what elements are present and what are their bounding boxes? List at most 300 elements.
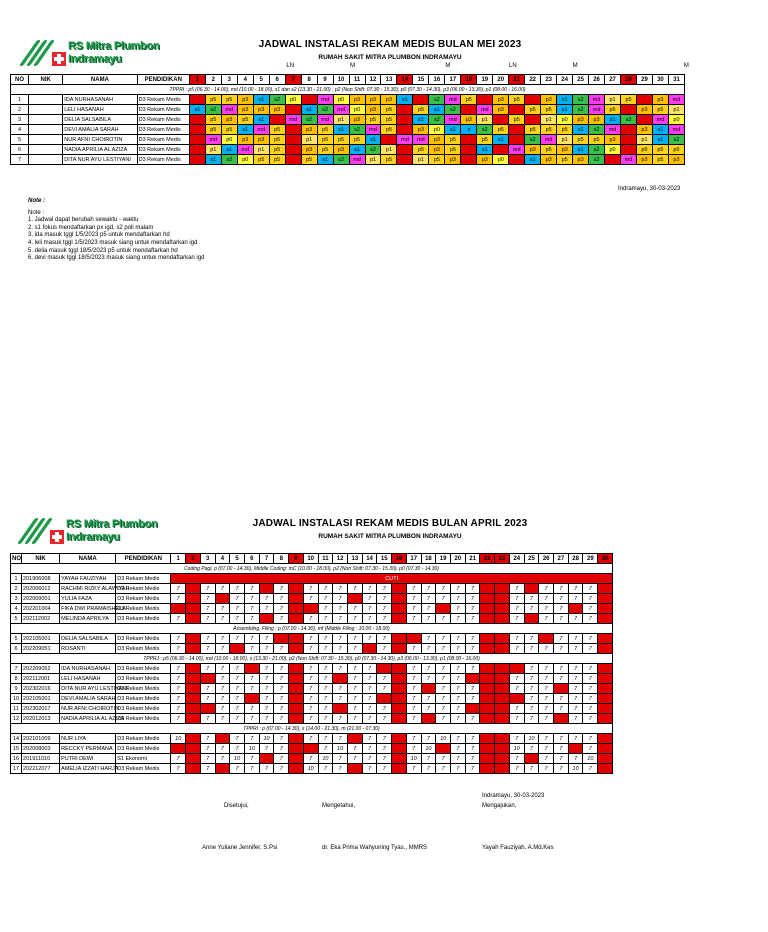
day-header: 22 [525, 75, 541, 85]
schedule-cell: 7 [200, 634, 215, 644]
schedule-cell: 7 [583, 714, 598, 724]
shift-cell: p3 [461, 115, 477, 125]
schedule-cell: 7 [215, 604, 230, 614]
schedule-cell: 7 [509, 614, 524, 624]
shift-cell: p3 [445, 155, 461, 165]
schedule-cell: 7 [171, 634, 186, 644]
schedule-cell [495, 644, 510, 654]
schedule-cell [186, 644, 201, 654]
schedule-cell [333, 674, 348, 684]
row-nik: 202302017 [22, 704, 60, 714]
row-nik: 202112001 [22, 674, 60, 684]
schedule-cell: 7 [524, 664, 539, 674]
schedule-cell [436, 604, 451, 614]
day-header: 10 [333, 75, 349, 85]
shift-cell [509, 125, 525, 135]
note-line: 1. Jadwal dapat berubah sewaktu - waktu [28, 217, 139, 224]
schedule-cell [289, 604, 304, 614]
schedule-cell [598, 634, 613, 644]
schedule-cell [186, 594, 201, 604]
row-no: 6 [11, 145, 29, 155]
notes-heading: Note : [28, 198, 45, 204]
schedule-cell: 7 [583, 674, 598, 684]
schedule-cell: 7 [539, 674, 554, 684]
schedule-cell: 7 [583, 644, 598, 654]
note-line: 3. ida masuk tggl 1/5/2023 p5 untuk mendaftarkan hd [28, 232, 170, 239]
schedule-cell: 7 [583, 744, 598, 754]
schedule-cell: 7 [347, 674, 362, 684]
schedule-cell: 7 [568, 674, 583, 684]
shift-cell: p5 [509, 95, 525, 105]
shift-cell: s1 [253, 95, 269, 105]
shift-cell: p3 [381, 95, 397, 105]
shift-cell: s1 [429, 105, 445, 115]
schedule-cell: 7 [347, 744, 362, 754]
schedule-cell: 7 [215, 754, 230, 764]
day-header: 12 [365, 75, 381, 85]
row-nik: 202008003 [22, 744, 60, 754]
schedule-cell [480, 604, 495, 614]
schedule-cell: 7 [215, 664, 230, 674]
shift-cell: p0 [237, 155, 253, 165]
shift-cell: s1 [397, 95, 413, 105]
schedule-cell [186, 744, 201, 754]
schedule-cell: 7 [318, 744, 333, 754]
hospital-logo-icon [20, 516, 66, 546]
schedule-cell [480, 684, 495, 694]
sign-role-approved: Disetujui, [224, 803, 249, 809]
shift-cell: p5 [652, 145, 668, 155]
schedule-cell: 10 [244, 744, 259, 754]
row-pendidikan: D3 Rekam Medis [116, 664, 171, 674]
table-row [11, 754, 613, 764]
schedule-cell [186, 664, 201, 674]
schedule-cell: 7 [568, 754, 583, 764]
shift-cell: p3 [237, 95, 253, 105]
row-pendidikan: D3 Rekam Medis [137, 135, 189, 145]
shift-cell [397, 115, 413, 125]
row-pendidikan: D3 Rekam Medis [137, 115, 189, 125]
schedule-cell: 7 [303, 584, 318, 594]
schedule-cell [480, 674, 495, 684]
schedule-cell: 7 [539, 754, 554, 764]
schedule-cell: 7 [568, 594, 583, 604]
shift-cell: md [589, 95, 605, 105]
shift-cell: p3 [557, 145, 573, 155]
day-header: 1 [189, 75, 205, 85]
shift-cell [493, 145, 509, 155]
schedule-cell [333, 704, 348, 714]
table-row [11, 614, 613, 624]
schedule-cell [539, 634, 554, 644]
note-line: 6. devi masuk tggl 18/5/2023 masuk siang untuk mendaftarkan igd [28, 255, 205, 262]
schedule-cell [480, 754, 495, 764]
schedule-cell [598, 664, 613, 674]
shift-cell: s2 [221, 155, 237, 165]
schedule-cell: 7 [568, 644, 583, 654]
schedule-cell: 7 [436, 614, 451, 624]
schedule-cell [480, 584, 495, 594]
schedule-cell: 7 [274, 714, 289, 724]
shift-cell: p5 [668, 145, 684, 155]
schedule-cell: 7 [318, 684, 333, 694]
schedule-cell: 7 [303, 684, 318, 694]
schedule-cell: 7 [524, 644, 539, 654]
shift-cell: p3 [605, 135, 621, 145]
schedule-cell: 7 [318, 674, 333, 684]
schedule-cell [244, 694, 259, 704]
schedule-cell: 7 [200, 684, 215, 694]
schedule-cell: 7 [377, 684, 392, 694]
schedule-cell: 7 [451, 734, 466, 744]
schedule-cell: 7 [465, 594, 480, 604]
schedule-cell: 7 [362, 744, 377, 754]
col-no: NO [11, 75, 29, 85]
shift-cell: p5 [541, 145, 557, 155]
schedule-cell: 7 [554, 614, 569, 624]
schedule-cell: 7 [451, 594, 466, 604]
row-nama: LELI HASANAH [63, 105, 137, 115]
schedule-cell [524, 614, 539, 624]
shift-cell: p5 [205, 95, 221, 105]
row-nik: 202012013 [22, 714, 60, 724]
shift-cell: p3 [269, 105, 285, 115]
shift-cell: p1 [413, 155, 429, 165]
shift-cell: s2 [429, 95, 445, 105]
schedule-cell: 7 [274, 584, 289, 594]
schedule-cell: 7 [303, 734, 318, 744]
shift-cell [397, 125, 413, 135]
schedule-cell: 7 [215, 634, 230, 644]
april-schedule-table [10, 553, 613, 774]
shift-cell: p0 [557, 115, 573, 125]
note-line: 2. s1 fokus mendaftarkan px igd, s2 poli malam [28, 224, 154, 231]
day-header: 28 [568, 554, 583, 564]
shift-cell: s1 [493, 135, 509, 145]
sign-name-submitted: Yayah Fauziyah, A.Md.Kes [482, 845, 554, 851]
schedule-cell: 7 [259, 684, 274, 694]
day-header: 15 [377, 554, 392, 564]
shift-cell [397, 155, 413, 165]
schedule-cell: 7 [171, 674, 186, 684]
schedule-cell: 7 [347, 604, 362, 614]
row-nik: 202105001 [22, 694, 60, 704]
schedule-cell: 7 [421, 734, 436, 744]
table-row [11, 734, 613, 744]
day-header: 3 [200, 554, 215, 564]
schedule-cell [289, 594, 304, 604]
schedule-cell: 7 [524, 694, 539, 704]
schedule-cell: 7 [568, 734, 583, 744]
schedule-cell: 7 [509, 734, 524, 744]
day-header: 3 [221, 75, 237, 85]
shift-cell [381, 135, 397, 145]
schedule-cell: 7 [583, 684, 598, 694]
schedule-cell: 7 [259, 664, 274, 674]
schedule-cell: 7 [465, 694, 480, 704]
schedule-cell: 7 [333, 734, 348, 744]
shift-cell: s1 [221, 145, 237, 155]
row-pendidikan: D3 Rekam Medis [116, 644, 171, 654]
schedule-cell: 7 [436, 634, 451, 644]
col-pendidikan: PENDIDIKAN [116, 554, 171, 564]
schedule-cell [289, 674, 304, 684]
day-header: 12 [333, 554, 348, 564]
schedule-cell [495, 674, 510, 684]
shift-cell: md [333, 105, 349, 115]
schedule-cell [392, 714, 407, 724]
table-row [11, 95, 685, 105]
logo-line-1: RS Mitra Plumbon [68, 40, 160, 52]
schedule-cell [392, 684, 407, 694]
shift-cell: md [317, 115, 333, 125]
row-nama: IDA NURHASANAH [63, 95, 137, 105]
day-header: 24 [557, 75, 573, 85]
shift-cell [509, 105, 525, 115]
row-nama: MELINDA APRILYA [60, 614, 116, 624]
shift-cell [461, 145, 477, 155]
shift-cell: p5 [317, 125, 333, 135]
shift-cell: p3 [221, 115, 237, 125]
schedule-cell [598, 754, 613, 764]
schedule-cell: 7 [244, 644, 259, 654]
row-pendidikan: D3 Rekam Medis [137, 125, 189, 135]
row-pendidikan: D3 Rekam Medis [116, 674, 171, 684]
schedule-cell: 7 [524, 634, 539, 644]
shift-cell [525, 95, 541, 105]
row-nik [29, 155, 63, 165]
schedule-cell [495, 594, 510, 604]
cuti-cell: CUTI [171, 574, 613, 584]
shift-cell [285, 155, 301, 165]
shift-cell: md [285, 115, 301, 125]
shift-cell: p5 [317, 145, 333, 155]
schedule-cell: 7 [377, 644, 392, 654]
schedule-cell: 7 [465, 644, 480, 654]
schedule-cell: 7 [318, 584, 333, 594]
shift-cell [269, 115, 285, 125]
schedule-cell: 7 [171, 694, 186, 704]
schedule-cell: 7 [171, 584, 186, 594]
schedule-cell: 7 [333, 714, 348, 724]
day-header: 18 [461, 75, 477, 85]
table-row [11, 684, 613, 694]
shift-cell: s1 [333, 125, 349, 135]
schedule-cell: 7 [244, 674, 259, 684]
schedule-cell: 7 [465, 584, 480, 594]
schedule-cell: 7 [539, 664, 554, 674]
schedule-cell: 7 [451, 584, 466, 594]
schedule-cell: 7 [274, 754, 289, 764]
schedule-cell: 7 [583, 614, 598, 624]
day-header: 9 [289, 554, 304, 564]
shift-cell: p5 [445, 135, 461, 145]
schedule-cell: 7 [347, 644, 362, 654]
shift-cell [397, 145, 413, 155]
schedule-cell: 7 [406, 764, 421, 774]
shift-cell: p3 [333, 145, 349, 155]
row-no: 2 [11, 584, 22, 594]
schedule-cell [289, 734, 304, 744]
shift-cell: md [668, 125, 684, 135]
shift-cell: md [253, 125, 269, 135]
schedule-cell: 7 [421, 584, 436, 594]
schedule-cell [392, 704, 407, 714]
row-no: 7 [11, 155, 29, 165]
schedule-cell: 7 [406, 714, 421, 724]
schedule-cell: 7 [568, 704, 583, 714]
row-nik: 202009001 [22, 594, 60, 604]
table-row [11, 135, 685, 145]
shift-cell: p1 [605, 95, 621, 105]
schedule-cell: 7 [318, 704, 333, 714]
schedule-cell: 7 [539, 694, 554, 704]
table-row [11, 644, 613, 654]
row-nama: YULIA FAZA [60, 594, 116, 604]
shift-cell: s1 [652, 125, 668, 135]
shift-cell: p1 [301, 135, 317, 145]
row-no: 1 [11, 95, 29, 105]
shift-cell: md [349, 155, 365, 165]
schedule-cell: 7 [451, 644, 466, 654]
schedule-cell: 7 [362, 704, 377, 714]
schedule-cell: 7 [333, 764, 348, 774]
row-no: 1 [11, 574, 22, 584]
row-nik [29, 95, 63, 105]
shift-cell [189, 155, 205, 165]
schedule-cell: 7 [539, 644, 554, 654]
schedule-cell: 7 [465, 684, 480, 694]
schedule-cell: 10 [421, 744, 436, 754]
shift-cell: s1 [573, 125, 589, 135]
day-header: 19 [436, 554, 451, 564]
table-row [11, 664, 613, 674]
schedule-cell [186, 684, 201, 694]
shift-cell: p5 [557, 125, 573, 135]
schedule-cell [259, 754, 274, 764]
shift-cell: p1 [365, 155, 381, 165]
schedule-cell: 7 [509, 594, 524, 604]
schedule-cell [480, 614, 495, 624]
schedule-cell: 7 [377, 614, 392, 624]
day-header: 27 [605, 75, 621, 85]
col-pendidikan: PENDIDIKAN [137, 75, 189, 85]
schedule-cell: 7 [554, 744, 569, 754]
day-header: 7 [285, 75, 301, 85]
schedule-cell: 7 [303, 704, 318, 714]
shift-cell [413, 95, 429, 105]
row-nama: NADIA APRILIA AL AZIZA [61, 715, 125, 722]
schedule-cell: 7 [362, 634, 377, 644]
schedule-cell: 7 [377, 704, 392, 714]
shift-cell: p0 [668, 115, 684, 125]
shift-cell [397, 105, 413, 115]
shift-cell: p5 [589, 135, 605, 145]
shift-cell [301, 95, 317, 105]
schedule-cell: 7 [436, 664, 451, 674]
row-no: 4 [11, 125, 29, 135]
schedule-cell [303, 744, 318, 754]
schedule-cell [186, 734, 201, 744]
schedule-cell [495, 634, 510, 644]
schedule-cell: 10 [524, 734, 539, 744]
schedule-cell: 7 [362, 584, 377, 594]
schedule-cell: 7 [259, 694, 274, 704]
schedule-cell: 7 [554, 764, 569, 774]
schedule-cell: 7 [377, 604, 392, 614]
schedule-cell [215, 594, 230, 604]
day-header: 11 [349, 75, 365, 85]
shift-cell: p5 [221, 125, 237, 135]
shift-cell: p3 [349, 95, 365, 105]
schedule-cell: 7 [509, 704, 524, 714]
row-nik: 202209052 [22, 664, 60, 674]
schedule-cell: 7 [554, 604, 569, 614]
schedule-cell: 7 [347, 614, 362, 624]
schedule-cell: 7 [539, 684, 554, 694]
shift-cell: p5 [621, 95, 637, 105]
shift-cell: p3 [237, 105, 253, 115]
sign-name-acknowledged: dr. Eka Prima Wahyuning Tyas., MMRS [322, 845, 428, 851]
schedule-cell: 7 [244, 684, 259, 694]
shift-cell [285, 125, 301, 135]
schedule-cell: 7 [303, 694, 318, 704]
schedule-cell: 7 [333, 664, 348, 674]
schedule-cell: 7 [436, 594, 451, 604]
schedule-cell: 7 [509, 584, 524, 594]
note-line: 4. leli masuk tggl 1/5/2023 masuk siang untuk mendaftarkan igd [28, 239, 198, 246]
shift-cell: md [509, 145, 525, 155]
schedule-cell: 7 [451, 694, 466, 704]
schedule-cell: 7 [244, 614, 259, 624]
shift-cell: s1 [205, 155, 221, 165]
table-row [11, 584, 613, 594]
shift-cell: p5 [429, 155, 445, 165]
schedule-cell: 7 [436, 714, 451, 724]
row-nik: 202209051 [22, 644, 60, 654]
shift-cell: s1 [365, 135, 381, 145]
shift-cell: p1 [557, 135, 573, 145]
shift-cell: p5 [381, 155, 397, 165]
schedule-cell: 7 [215, 584, 230, 594]
schedule-cell [598, 614, 613, 624]
schedule-cell: 7 [421, 644, 436, 654]
day-header: 31 [668, 75, 684, 85]
day-header: 19 [477, 75, 493, 85]
schedule-cell: 7 [421, 694, 436, 704]
schedule-cell [215, 764, 230, 774]
schedule-cell: 7 [568, 664, 583, 674]
schedule-cell [524, 754, 539, 764]
schedule-cell: 7 [406, 644, 421, 654]
day-header: 16 [429, 75, 445, 85]
row-pendidikan: D3 Rekam Medis [116, 714, 171, 724]
shift-cell: s2 [445, 105, 461, 115]
day-header: 22 [480, 554, 495, 564]
row-nama: AMELIA IZZATI HARJA [61, 765, 119, 772]
day-header: 2 [186, 554, 201, 564]
row-no: 2 [11, 105, 29, 115]
day-header: 30 [652, 75, 668, 85]
row-no: 15 [11, 744, 22, 754]
schedule-cell: 7 [303, 664, 318, 674]
schedule-cell [289, 634, 304, 644]
table-row [11, 155, 685, 165]
shift-cell: p5 [269, 155, 285, 165]
shift-cell: s2 [668, 135, 684, 145]
day-header: 26 [589, 75, 605, 85]
schedule-cell: 7 [303, 644, 318, 654]
